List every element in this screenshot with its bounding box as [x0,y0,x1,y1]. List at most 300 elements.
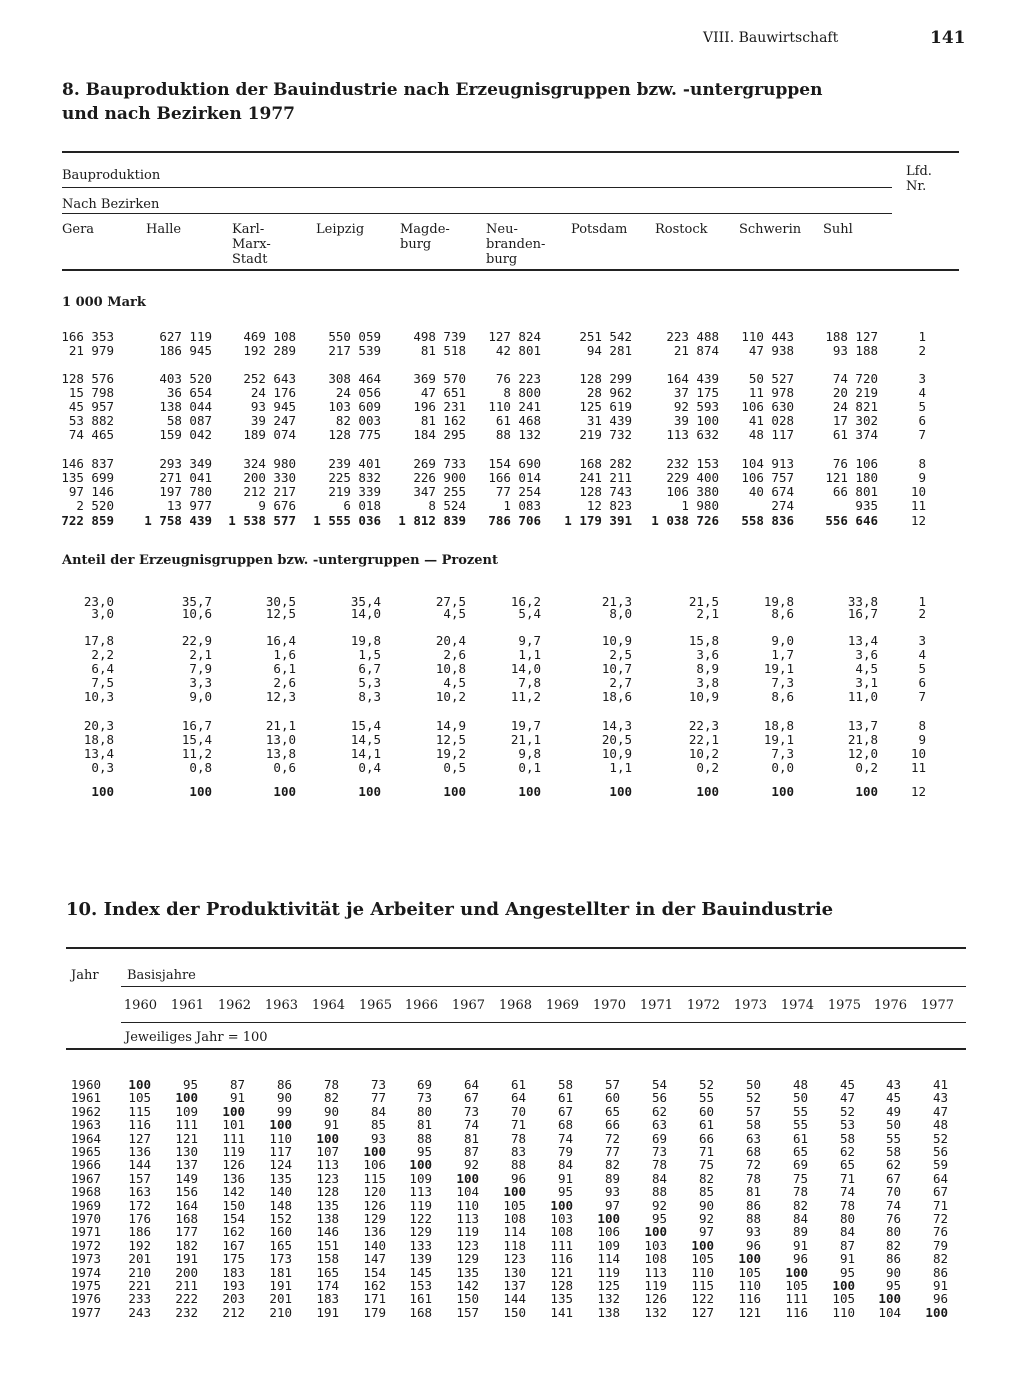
index-cell: 61 [792,1130,808,1146]
value-row-cell: 184 295 [413,427,466,442]
value-row-cell: 217 539 [328,343,381,358]
index-cell: 67 [557,1103,573,1119]
value-row-cell: 13 977 [166,498,212,513]
index-cell: 165 [269,1237,292,1253]
index-cell: 127 [691,1304,714,1320]
column-header-4: Magde- burg [400,222,450,252]
index-cell: 74 [885,1197,901,1213]
index-cell: 103 [550,1211,573,1226]
share-row-cell: 15,4 [181,732,212,747]
index-cell: 100 [644,1224,667,1240]
index-cell: 221 [128,1278,151,1293]
header-jahr: Jahr [71,968,99,983]
index-cell: 113 [456,1211,479,1226]
value-row-cell: 74 720 [832,371,878,386]
header-bauproduktion: Bauproduktion [62,168,161,183]
index-cell: 87 [839,1237,855,1253]
column-header-5: Neu- branden- burg [486,222,546,267]
index-cell: 173 [269,1251,292,1267]
value-row-cell: 21 979 [68,343,114,358]
share-row-cell: 0,5 [443,760,466,775]
value-row-cell: 48 117 [748,427,794,442]
value-row-cell: 42 801 [495,343,541,358]
year-header: 1975 [827,998,861,1013]
column-header-1: Halle [146,222,182,237]
value-row-cell: 50 527 [748,371,794,386]
table8-title-line1: 8. Bauproduktion der Bauindustrie nach Erzeugnisgruppen bzw. -untergruppen [62,80,823,100]
value-row-cell: 252 643 [243,371,296,386]
year-header: 1977 [920,998,954,1013]
column-header-2: Karl- Marx- Stadt [232,222,271,267]
index-cell: 93 [745,1224,761,1240]
header-basisjahre: Basisjahre [127,968,196,983]
index-cell: 87 [463,1144,479,1159]
share-row-cell: 10,2 [435,689,466,704]
share-row-cell: 21,1 [510,732,541,747]
index-cell: 80 [416,1103,432,1119]
index-cell: 156 [175,1184,198,1200]
row-year: 1960 [70,1077,101,1092]
share-row-cell: 15,4 [350,718,381,733]
index-cell: 65 [604,1103,620,1119]
share-row-cell: 100 [855,784,878,799]
index-cell: 75 [698,1157,714,1173]
value-row-cell: 550 059 [328,329,381,344]
share-row-cell: 3,6 [696,647,719,662]
index-cell: 109 [175,1103,198,1119]
value-row-cell: 192 289 [243,343,296,358]
index-cell: 167 [222,1237,245,1253]
value-row-cell: 558 836 [741,513,794,528]
row-year: 1975 [70,1278,101,1293]
share-row-cell: 8,6 [771,689,794,704]
share-row-cell: 35,4 [350,594,381,609]
index-cell: 114 [597,1251,620,1267]
index-cell: 136 [363,1224,386,1240]
share-row-cell: 0,2 [855,760,878,775]
index-cell: 91 [839,1251,855,1267]
share-row-cell: 10,9 [601,633,632,648]
share-row-cell: 10,3 [83,689,114,704]
index-cell: 78 [651,1157,667,1173]
value-row-cell: 11 978 [748,385,794,400]
index-cell: 57 [745,1103,761,1119]
value-row-cell: 229 400 [666,470,719,485]
value-row-cell: 128 743 [579,484,632,499]
share-row-cell: 0,6 [273,760,296,775]
value-row-cell: 125 619 [579,399,632,414]
value-row-nr: 1 [918,329,926,344]
value-row-cell: 324 980 [243,456,296,471]
share-row-nr: 4 [918,647,926,662]
index-cell: 91 [932,1278,948,1293]
index-cell: 95 [557,1184,573,1200]
value-row-cell: 113 632 [666,427,719,442]
index-cell: 86 [276,1077,292,1092]
year-header: 1973 [733,998,767,1013]
index-cell: 113 [644,1264,667,1280]
index-cell: 186 [128,1224,151,1240]
index-cell: 100 [785,1264,808,1280]
share-row-cell: 7,9 [189,661,212,676]
index-cell: 138 [316,1211,339,1226]
value-row-cell: 106 380 [666,484,719,499]
index-cell: 123 [316,1170,339,1186]
value-row-cell: 269 733 [413,456,466,471]
index-cell: 92 [698,1211,714,1226]
index-cell: 88 [745,1211,761,1226]
share-row-cell: 1,1 [609,760,632,775]
index-cell: 136 [128,1144,151,1159]
index-cell: 233 [128,1291,151,1307]
index-cell: 137 [175,1157,198,1173]
index-cell: 81 [463,1130,479,1146]
share-row-cell: 13,7 [847,718,878,733]
value-row-cell: 110 443 [741,329,794,344]
value-row-cell: 6 018 [343,498,381,513]
index-cell: 96 [792,1251,808,1267]
index-cell: 45 [885,1090,901,1106]
index-cell: 154 [363,1264,386,1280]
row-year: 1974 [70,1264,101,1280]
share-row-cell: 35,7 [181,594,212,609]
index-cell: 56 [651,1090,667,1106]
share-row-cell: 20,4 [435,633,466,648]
share-row-cell: 0,1 [518,760,541,775]
share-row-cell: 100 [696,784,719,799]
share-row-cell: 10,9 [688,689,719,704]
index-cell: 90 [276,1090,292,1106]
index-cell: 243 [128,1304,151,1320]
index-cell: 168 [409,1304,432,1320]
section-header: VIII. Bauwirtschaft [703,30,839,46]
share-row-cell: 7,8 [518,675,541,690]
index-cell: 78 [323,1077,339,1092]
value-row-cell: 93 188 [832,343,878,358]
share-row-cell: 2,6 [273,675,296,690]
row-year: 1961 [70,1090,101,1106]
index-cell: 162 [222,1224,245,1240]
share-row-cell: 10,8 [435,661,466,676]
share-row-cell: 13,4 [83,746,114,761]
share-row-cell: 19,1 [763,661,794,676]
share-row-cell: 2,5 [609,647,632,662]
value-row-cell: 1 980 [681,498,719,513]
column-header-6: Potsdam [571,222,628,237]
share-row-cell: 6,4 [91,661,114,676]
header-nach-bezirken: Nach Bezirken [62,197,160,212]
index-cell: 128 [316,1184,339,1200]
value-row-cell: 66 801 [832,484,878,499]
share-row-cell: 13,8 [265,746,296,761]
share-row-cell: 27,5 [435,594,466,609]
share-row-cell: 4,5 [443,606,466,621]
value-row-nr: 12 [910,513,926,528]
index-cell: 105 [785,1278,808,1293]
index-cell: 125 [597,1278,620,1293]
index-cell: 83 [510,1144,526,1159]
header-lfd: Lfd. [906,164,932,179]
value-row-cell: 251 542 [579,329,632,344]
year-header: 1976 [873,998,907,1013]
table10-rule-basisjahre [121,986,966,987]
index-cell: 126 [644,1291,667,1307]
index-cell: 79 [932,1237,948,1253]
index-cell: 200 [175,1264,198,1280]
index-cell: 111 [785,1291,808,1307]
row-year: 1966 [70,1157,101,1173]
index-cell: 142 [456,1278,479,1293]
share-row-cell: 9,0 [189,689,212,704]
index-cell: 174 [316,1278,339,1293]
index-cell: 73 [651,1144,667,1159]
value-row-cell: 1 083 [503,498,541,513]
share-row-cell: 21,1 [265,718,296,733]
share-row-cell: 2,1 [696,606,719,621]
index-cell: 136 [222,1170,245,1186]
table8-rule-bauproduktion [62,187,892,188]
value-row-cell: 403 520 [159,371,212,386]
index-cell: 115 [363,1170,386,1186]
index-cell: 100 [128,1077,151,1092]
index-cell: 100 [269,1117,292,1133]
index-cell: 150 [222,1197,245,1213]
table10-rule-years [121,1022,966,1023]
index-cell: 97 [604,1197,620,1213]
share-row-cell: 21,3 [601,594,632,609]
index-cell: 132 [597,1291,620,1307]
index-cell: 76 [932,1224,948,1240]
value-row-cell: 128 775 [328,427,381,442]
value-row-cell: 41 028 [748,413,794,428]
row-year: 1962 [70,1103,101,1119]
index-cell: 157 [456,1304,479,1320]
value-row-cell: 1 758 439 [144,513,212,528]
index-cell: 92 [463,1157,479,1173]
index-cell: 100 [832,1278,855,1293]
index-cell: 91 [557,1170,573,1186]
index-cell: 118 [503,1237,526,1253]
share-row-cell: 100 [358,784,381,799]
value-row-cell: 9 676 [258,498,296,513]
index-cell: 72 [745,1157,761,1173]
index-cell: 65 [839,1157,855,1173]
index-cell: 105 [832,1291,855,1307]
value-row-cell: 92 593 [673,399,719,414]
share-row-cell: 100 [609,784,632,799]
index-cell: 162 [363,1278,386,1293]
share-row-nr: 10 [910,746,926,761]
index-cell: 61 [510,1077,526,1092]
index-cell: 88 [416,1130,432,1146]
value-row-cell: 24 821 [832,399,878,414]
value-row-cell: 93 945 [250,399,296,414]
index-cell: 69 [651,1130,667,1146]
index-cell: 193 [222,1278,245,1293]
share-row-cell: 22,1 [688,732,719,747]
index-cell: 120 [363,1184,386,1200]
index-cell: 64 [510,1090,526,1106]
value-row-cell: 219 732 [579,427,632,442]
index-cell: 116 [785,1304,808,1320]
value-row-cell: 82 003 [335,413,381,428]
index-cell: 138 [597,1304,620,1320]
share-row-cell: 12,5 [265,606,296,621]
value-row-cell: 241 211 [579,470,632,485]
share-row-cell: 11,2 [181,746,212,761]
share-row-cell: 16,2 [510,594,541,609]
value-row-cell: 17 302 [832,413,878,428]
value-row-nr: 5 [918,399,926,414]
share-row-cell: 14,3 [601,718,632,733]
year-header: 1967 [451,998,485,1013]
index-cell: 71 [698,1144,714,1159]
row-year: 1973 [70,1251,101,1267]
index-cell: 74 [839,1184,855,1200]
value-row-cell: 138 044 [159,399,212,414]
index-cell: 116 [128,1117,151,1133]
index-cell: 52 [745,1090,761,1106]
share-row-cell: 12,5 [435,732,466,747]
value-row-cell: 469 108 [243,329,296,344]
value-row-cell: 722 859 [61,513,114,528]
value-row-cell: 39 100 [673,413,719,428]
value-row-cell: 128 299 [579,371,632,386]
index-cell: 81 [416,1117,432,1133]
index-cell: 64 [932,1170,948,1186]
index-cell: 104 [456,1184,479,1200]
value-row-cell: 36 654 [166,385,212,400]
index-cell: 73 [463,1103,479,1119]
row-year: 1963 [70,1117,101,1133]
index-cell: 58 [745,1117,761,1133]
value-row-cell: 168 282 [579,456,632,471]
index-cell: 100 [597,1211,620,1226]
value-row-cell: 12 823 [586,498,632,513]
index-cell: 78 [510,1130,526,1146]
jeweiliges-label: Jeweiliges Jahr = 100 [125,1030,268,1045]
index-cell: 96 [932,1291,948,1307]
index-cell: 192 [128,1237,151,1253]
index-cell: 161 [409,1291,432,1307]
value-row-cell: 106 630 [741,399,794,414]
value-row-cell: 627 119 [159,329,212,344]
value-row-cell: 146 837 [61,456,114,471]
index-cell: 93 [370,1130,386,1146]
year-header: 1972 [686,998,720,1013]
index-cell: 89 [604,1170,620,1186]
value-row-cell: 369 570 [413,371,466,386]
share-row-cell: 18,8 [763,718,794,733]
index-cell: 90 [698,1197,714,1213]
index-cell: 71 [839,1170,855,1186]
index-cell: 58 [885,1144,901,1159]
index-cell: 109 [409,1170,432,1186]
index-cell: 183 [316,1291,339,1307]
index-cell: 147 [363,1251,386,1267]
table8-header-bottom-rule [62,269,959,271]
index-cell: 82 [323,1090,339,1106]
index-cell: 85 [698,1184,714,1200]
value-row-cell: 53 882 [68,413,114,428]
share-row-cell: 10,9 [601,746,632,761]
value-row-cell: 347 255 [413,484,466,499]
index-cell: 82 [932,1251,948,1267]
share-row-cell: 14,9 [435,718,466,733]
index-cell: 82 [792,1197,808,1213]
year-header: 1961 [170,998,204,1013]
share-row-cell: 12,0 [847,746,878,761]
share-row-cell: 6,7 [358,661,381,676]
index-cell: 85 [370,1117,386,1133]
index-cell: 140 [363,1237,386,1253]
share-row-cell: 7,5 [91,675,114,690]
value-row-cell: 81 162 [420,413,466,428]
value-row-cell: 76 106 [832,456,878,471]
index-cell: 114 [503,1224,526,1240]
value-row-cell: 61 468 [495,413,541,428]
index-cell: 132 [644,1304,667,1320]
year-header: 1960 [123,998,157,1013]
share-row-cell: 14,1 [350,746,381,761]
index-cell: 106 [597,1224,620,1240]
index-cell: 71 [510,1117,526,1133]
share-row-cell: 33,8 [847,594,878,609]
index-cell: 119 [222,1144,245,1159]
share-row-cell: 5,4 [518,606,541,621]
value-row-cell: 8 800 [503,385,541,400]
index-cell: 153 [409,1278,432,1293]
year-header: 1966 [404,998,438,1013]
index-cell: 110 [269,1130,292,1146]
index-cell: 124 [269,1157,292,1173]
index-cell: 203 [222,1291,245,1307]
index-cell: 96 [745,1237,761,1253]
index-cell: 95 [885,1278,901,1293]
index-cell: 110 [456,1197,479,1213]
index-cell: 123 [456,1237,479,1253]
index-cell: 119 [456,1224,479,1240]
index-cell: 66 [698,1130,714,1146]
value-row-cell: 1 812 839 [398,513,466,528]
index-cell: 63 [651,1117,667,1133]
index-cell: 144 [503,1291,526,1307]
row-year: 1977 [70,1304,101,1320]
index-cell: 135 [456,1264,479,1280]
index-cell: 71 [932,1197,948,1213]
row-year: 1972 [70,1237,101,1253]
row-year: 1967 [70,1170,101,1186]
value-row-cell: 226 900 [413,470,466,485]
index-cell: 47 [839,1090,855,1106]
index-cell: 56 [932,1144,948,1159]
index-cell: 100 [691,1237,714,1253]
index-cell: 92 [651,1197,667,1213]
row-year: 1968 [70,1184,101,1200]
index-cell: 74 [463,1117,479,1133]
index-cell: 123 [503,1251,526,1267]
share-row-cell: 19,7 [510,718,541,733]
share-row-cell: 30,5 [265,594,296,609]
index-cell: 182 [175,1237,198,1253]
value-row-cell: 188 127 [825,329,878,344]
value-row-cell: 88 132 [495,427,541,442]
value-row-cell: 239 401 [328,456,381,471]
index-cell: 100 [503,1184,526,1200]
value-row-cell: 58 087 [166,413,212,428]
index-cell: 77 [604,1144,620,1159]
value-row-cell: 1 179 391 [564,513,632,528]
